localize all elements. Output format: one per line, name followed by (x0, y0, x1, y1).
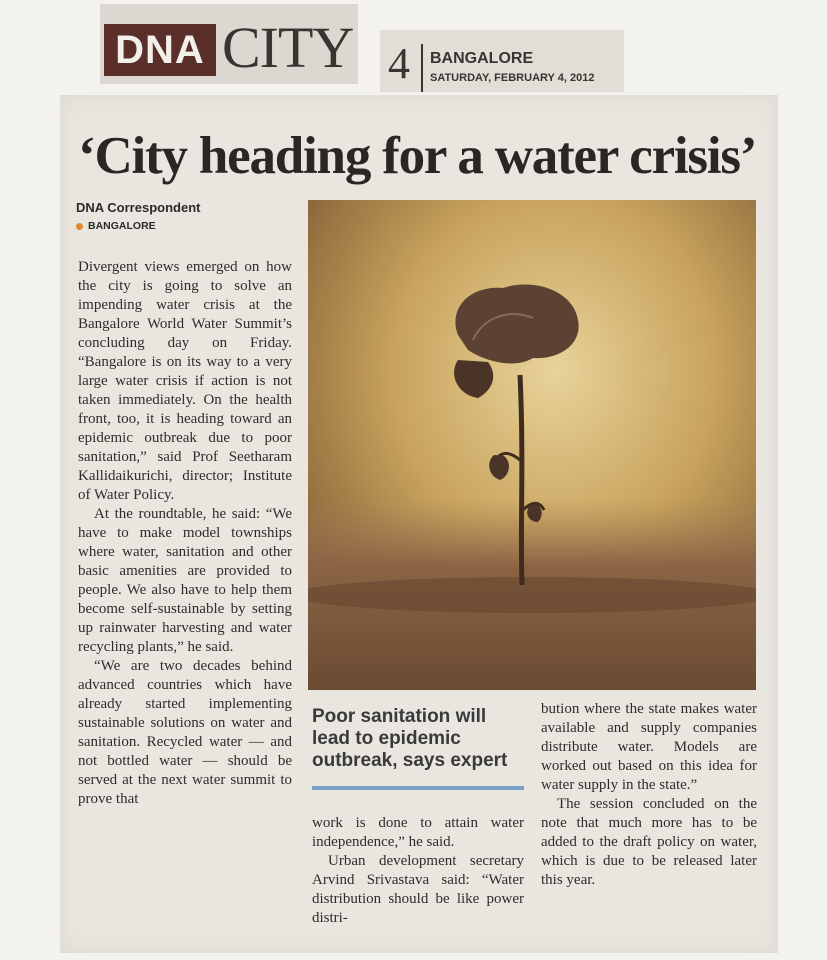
dateline-dot-icon (76, 223, 83, 230)
paragraph: bution where the state makes water available and supply companies distribute water. Models are worked out based on this idea for water supply in the state.” (541, 701, 757, 793)
page-number: 4 (388, 39, 410, 88)
byline: DNA Correspondent (76, 200, 201, 215)
masthead-divider (421, 44, 423, 92)
paragraph: Urban development secretary Arvind Srivastava said: “Water distribution should be like power distri- (312, 853, 524, 926)
pull-quote-rule (312, 786, 524, 790)
masthead-city: BANGALORE (430, 50, 534, 67)
article-column-2 (312, 814, 524, 928)
paragraph: At the roundtable, he said: “We have to make model townships where water, sanitation and other basic amenities are provided to people. We also have to help them become self-sustainable by setting up rainwater harvesting and water recycling plants,” he said. (78, 506, 292, 655)
article-column-3 (541, 700, 757, 890)
pull-quote: Poor sanitation will lead to epidemic outbreak, says expert (312, 706, 508, 771)
paragraph: The session concluded on the note that much more has to be added to the draft policy on water, which is due to be released later this year. (541, 796, 757, 888)
dna-logo: DNA (104, 24, 216, 76)
dateline (76, 220, 156, 232)
article-photo-dried-plant (308, 200, 756, 690)
paragraph: Divergent views emerged on how the city is going to solve an impending water crisis at the Bangalore World Water Summit’s concluding day on Friday. “Bangalore is on its way to a very large water crisis if action is not taken immediately. On the health front, too, it is heading toward an epidemic outbreak due to poor sanitation,” said Prof Seetharam Kallidaikurichi, director; Institute of Water Policy. (78, 259, 292, 503)
dateline-text: BANGALORE (88, 220, 156, 232)
article-headline: ‘City heading for a water crisis’ (78, 127, 757, 185)
article-column-1 (78, 258, 292, 809)
section-name: CITY (222, 15, 354, 80)
paragraph: “We are two decades behind advanced countries which have already started implementing sustainable solutions on water and sanitation. Recycled water — and not bottled water — should be served at the next water summit to prove that (78, 658, 292, 807)
paragraph: work is done to attain water independence,” he said. (312, 815, 524, 850)
publication-date: SATURDAY, FEBRUARY 4, 2012 (430, 72, 595, 84)
